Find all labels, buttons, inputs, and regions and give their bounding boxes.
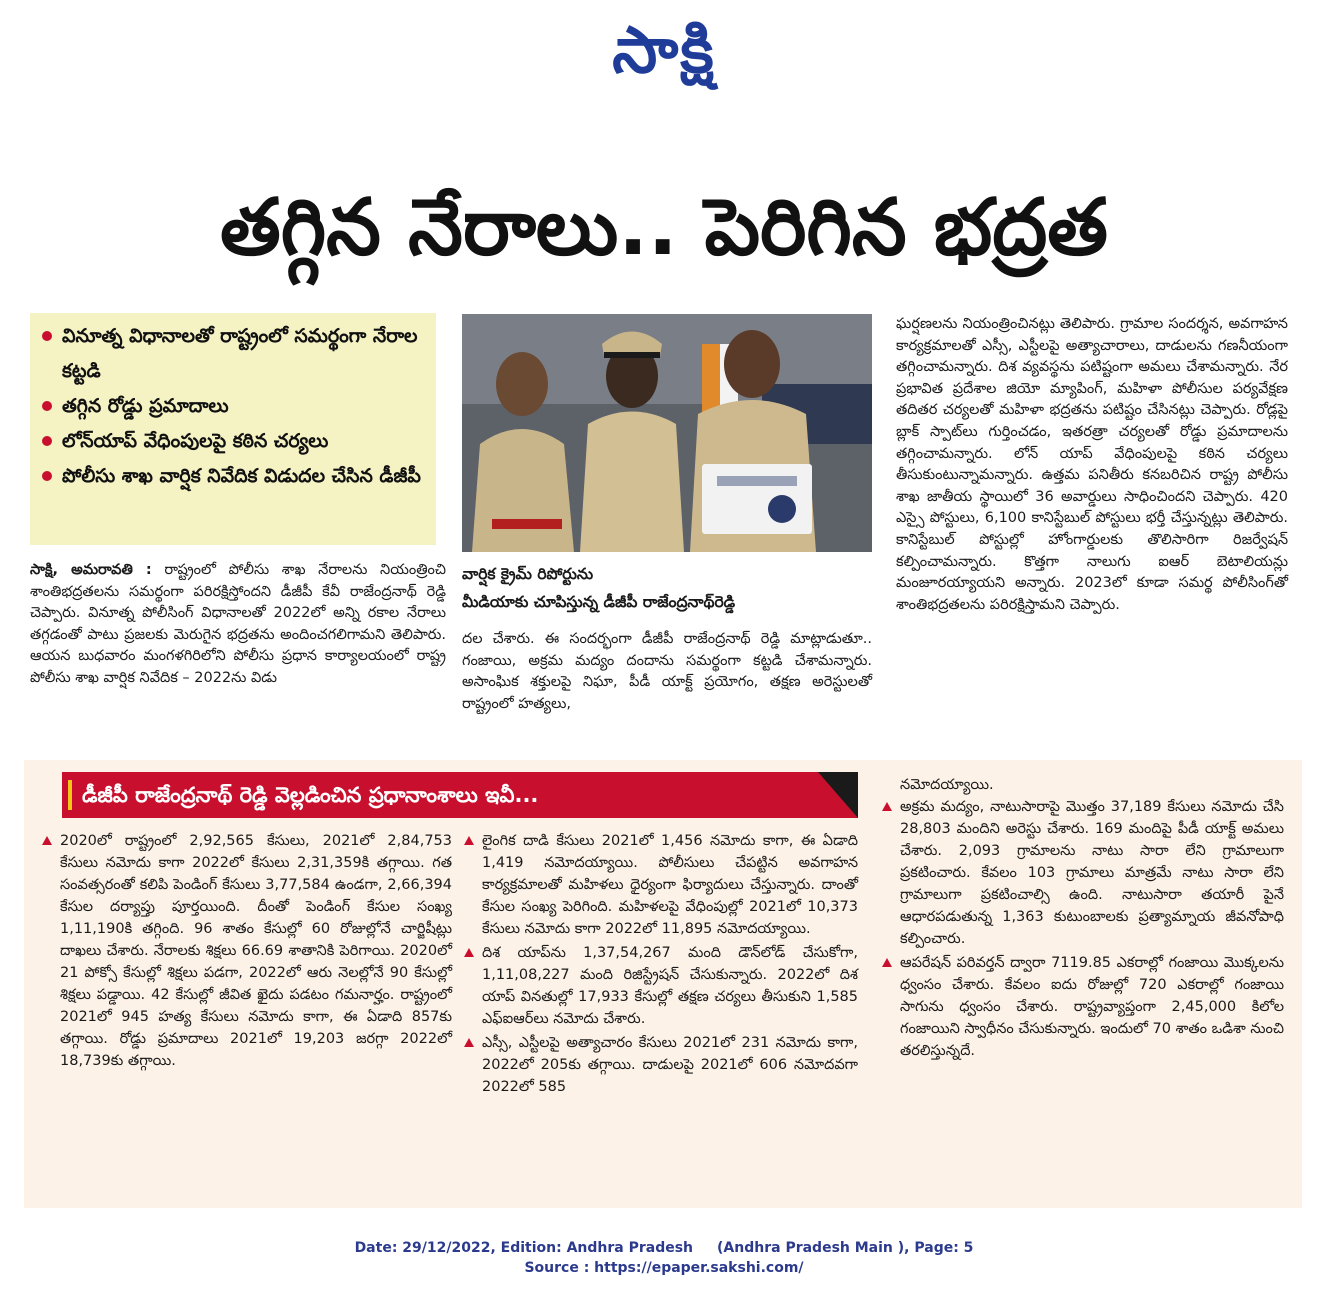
newspaper-logo: సాక్షి [612, 14, 716, 88]
title-accent-bar [68, 780, 72, 810]
triangle-bullet-icon [882, 958, 892, 967]
panel-title-bar [62, 772, 858, 818]
dateline: సాక్షి, అమరావతి : [30, 562, 152, 578]
article-column-1: సాక్షి, అమరావతి : రాష్ట్రంలో పోలీసు శాఖ నేరాలను నియంత్రించి శాంతిభద్రతలను సమర్థంగా పరిరక్షిస్తోందని డీజీపీ కేవీ రాజేంద్రనాథ్‌ రెడ్డి చెప్పారు. వినూత్న పోలీసింగ్‌ విధానాలతో 2022లో అన్ని రకాల నేరాలు తగ్గడంతో పాటు ప్రజలకు మెరుగైన భద్రతను అందించగలిగామని తెలిపారు. ఆయన బుధవారం మంగళగిరిలోని పోలీసు ప్రధాన కార్యాలయంలో రాష్ట్ర పోలీసు శాఖ వార్షిక నివేదిక – 2022ను విడు [30, 562, 446, 686]
panel-column-3 [880, 774, 1284, 1064]
highlight-item: పోలీసు శాఖ వార్షిక నివేదిక విడుదల చేసిన డీజీపీ [40, 459, 426, 494]
footer-source: Source : https://epaper.sakshi.com/ [524, 1260, 804, 1276]
bullet-icon [42, 401, 52, 411]
footer-page: (Andhra Pradesh Main ), Page: 5 [717, 1240, 974, 1256]
triangle-bullet-icon [464, 948, 474, 957]
article-column-2: దల చేశారు. ఈ సందర్భంగా డీజీపీ రాజేంద్రనాథ్‌ రెడ్డి మాట్లాడుతూ.. గంజాయి, అక్రమ మద్యం దందాను సమర్థంగా కట్టడి చేశామన్నారు. అసాంఘిక శక్తులపై నిఘా, పీడీ యాక్ట్‌ ప్రయోగం, తక్షణ అరెస్టులతో రాష్ట్రంలో హత్యలు, [462, 631, 872, 712]
police-officers-photo [462, 314, 872, 552]
panel-point: దిశ యాప్‌ను 1,37,54,267 మంది డౌన్‌లోడ్‌ చేసుకోగా, 1,11,08,227 మంది రిజిస్ట్రేషన్‌ చేసుకున్నారు. 2022లో దిశ యాప్‌ వినతుల్లో 17,933 కేసుల్లో తక్షణ చర్యలు తీసుకుని 1,585 ఎఫ్‌ఐఆర్‌లు నమోదు చేశారు. [462, 942, 858, 1030]
panel-column-1 [40, 830, 452, 1074]
panel-title: డీజీపీ రాజేంద్రనాథ్‌ రెడ్డి వెల్లడించిన ప్రధానాంశాలు ఇవీ... [82, 783, 539, 807]
source-footer [0, 1238, 1328, 1278]
panel-point: ఎస్సీ, ఎస్టీలపై అత్యాచారం కేసులు 2021లో 231 నమోదు కాగా, 2022లో 205కు తగ్గాయి. దాడులపై 2021లో 606 నమోదవగా 2022లో 585 [462, 1032, 858, 1098]
triangle-bullet-icon [42, 836, 52, 845]
highlight-item: తగ్గిన రోడ్డు ప్రమాదాలు [40, 389, 426, 424]
panel-continuation: నమోదయ్యాయి. [900, 777, 994, 793]
masthead [0, 14, 1328, 103]
footer-date-edition: Date: 29/12/2022, Edition: Andhra Pradesh [354, 1240, 694, 1256]
panel-point: లైంగిక దాడి కేసులు 2021లో 1,456 నమోదు కాగా, ఈ ఏడాది 1,419 నమోదయ్యాయి. పోలీసులు చేపట్టిన అవగాహన కార్యక్రమాలతో మహిళలు ధైర్యంగా ఫిర్యాదులు చేస్తున్నారు. దాంతో కేసుల సంఖ్య పెరిగింది. మహిళలపై వేధింపుల్లో 2021లో 10,373 కేసులు నమోదు కాగా 2022లో 11,895 నమోదయ్యాయి. [462, 830, 858, 940]
article-column-3: ఘర్షణలను నియంత్రించినట్లు తెలిపారు. గ్రామాల సందర్శన, అవగాహన కార్యక్రమాలతో ఎస్సీ, ఎస్టీలపై అత్యాచారాలు, దాడులను గణనీయంగా తగ్గించామన్నారు. దిశ వ్యవస్థను పటిష్టంగా అమలు చేశామన్నారు. నేర ప్రభావిత ప్రదేశాల జియో మ్యాపింగ్, మహిళా పోలీసుల పర్యవేక్షణ తదితర చర్యలతో మహిళా భద్రతను పటిష్టం చేసినట్లు చెప్పారు. రోడ్లపై బ్లాక్‌ స్పాట్‌లు గుర్తించడం, ఇతరత్రా చర్యలతో రోడ్డు ప్రమాదాలను తగ్గించామన్నారు. లోన్‌ యాప్‌ వేధింపులపై కఠిన చర్యలు తీసుకుంటున్నామన్నారు. ఉత్తమ పనితీరు కనబరిచిన రాష్ట్ర పోలీసు శాఖ జాతీయ స్థాయిలో 36 అవార్డులు సాధించిందని చెప్పారు. 420 ఎస్సై పోస్టులు, 6,100 కానిస్టేబుల్‌ పోస్టులు భర్తీ చేస్తున్నట్లు తెలిపారు. కానిస్టేబుల్‌ పోస్టుల్లో హోంగార్డులకు తొలిసారిగా రిజర్వేషన్‌ కల్పించామన్నారు. కొత్తగా నాలుగు ఐఆర్‌ బెటాలియన్లు మంజూరయ్యాయని అన్నారు. 2023లో కూడా సమర్థ పోలీసింగ్‌తో శాంతిభద్రతలను పరిరక్షిస్తామని చెప్పారు. [896, 316, 1288, 613]
panel-point: అక్రమ మద్యం, నాటుసారాపై మొత్తం 37,189 కేసులు నమోదు చేసి 28,803 మందిని అరెస్టు చేశారు. 169 మందిపై పీడీ యాక్ట్‌ అమలు చేశారు. 2,093 గ్రామాలను నాటు సారా లేని గ్రామాలుగా ప్రకటించారు. కేవలం 103 గ్రామాలు మాత్రమే నాటు సారా లేని గ్రామాలుగా ప్రకటించాల్సి ఉంది. నాటుసారా తయారీ పైనే ఆధారపడుతున్న 1,363 కుటుంబాలకు ప్రత్యామ్నాయ జీవనోపాధి కల్పించారు. [880, 796, 1284, 950]
triangle-bullet-icon [464, 1038, 474, 1047]
panel-column-2 [462, 830, 858, 1100]
triangle-bullet-icon [464, 836, 474, 845]
bullet-icon [42, 436, 52, 446]
highlight-item: వినూత్న విధానాలతో రాష్ట్రంలో సమర్థంగా నేరాల కట్టడి [40, 319, 426, 389]
panel-point: ఆపరేషన్‌ పరివర్తన్‌ ద్వారా 7119.85 ఎకరాల్లో గంజాయి మొక్కలను ధ్వంసం చేశారు. కేవలం ఐదు రోజుల్లో 720 ఎకరాల్లో గంజాయి సాగును ధ్వంసం చేశారు. రాష్ట్రవ్యాప్తంగా 2,45,000 కిలోల గంజాయిని స్వాధీనం చేసుకున్నారు. ఇందులో 70 శాతం ఒడిశా నుంచి తరలిస్తున్నదే. [880, 952, 1284, 1062]
headline: తగ్గిన నేరాలు.. పెరిగిన భద్రత [220, 183, 1108, 273]
bullet-icon [42, 471, 52, 481]
triangle-bullet-icon [882, 802, 892, 811]
bullet-icon [42, 331, 52, 341]
photo-caption: వార్షిక క్రైమ్‌ రిపోర్టును మీడియాకు చూపిస్తున్న డీజీపీ రాజేంద్రనాథ్‌రెడ్డి [462, 565, 736, 611]
highlights-box [30, 313, 436, 545]
news-photo [462, 314, 872, 552]
highlight-item: లోన్‌యాప్‌ వేధింపులపై కఠిన చర్యలు [40, 424, 426, 459]
panel-point: 2020లో రాష్ట్రంలో 2,92,565 కేసులు, 2021లో 2,84,753 కేసులు నమోదు కాగా 2022లో కేసులు 2,31,359కి తగ్గాయి. గత సంవత్సరంతో కలిపి పెండింగ్‌ కేసులు 3,77,584 ఉండగా, 2,66,394 కేసుల దర్యాప్తు పూర్తయింది. దీంతో పెండింగ్‌ కేసుల సంఖ్య 1,11,190కి తగ్గింది. 96 శాతం కేసుల్లో 60 రోజుల్లోనే చార్జిషీట్లు దాఖలు చేశారు. నేరాలకు శిక్షలు 66.69 శాతానికి పెరిగాయి. 2020లో 21 పోక్సో కేసుల్లో శిక్షలు పడగా, 2022లో ఆరు నెలల్లోనే 90 కేసుల్లో శిక్షలు పడ్డాయి. 42 కేసుల్లో జీవిత ఖైదు పడటం గమనార్హం. రాష్ట్రంలో 2021లో 945 హత్య కేసులు నమోదు కాగా, ఈ ఏడాది 857కు తగ్గాయి. రోడ్డు ప్రమాదాలు 2021లో 19,203 జరగ్గా 2022లో 18,739కు తగ్గాయి. [40, 830, 452, 1072]
